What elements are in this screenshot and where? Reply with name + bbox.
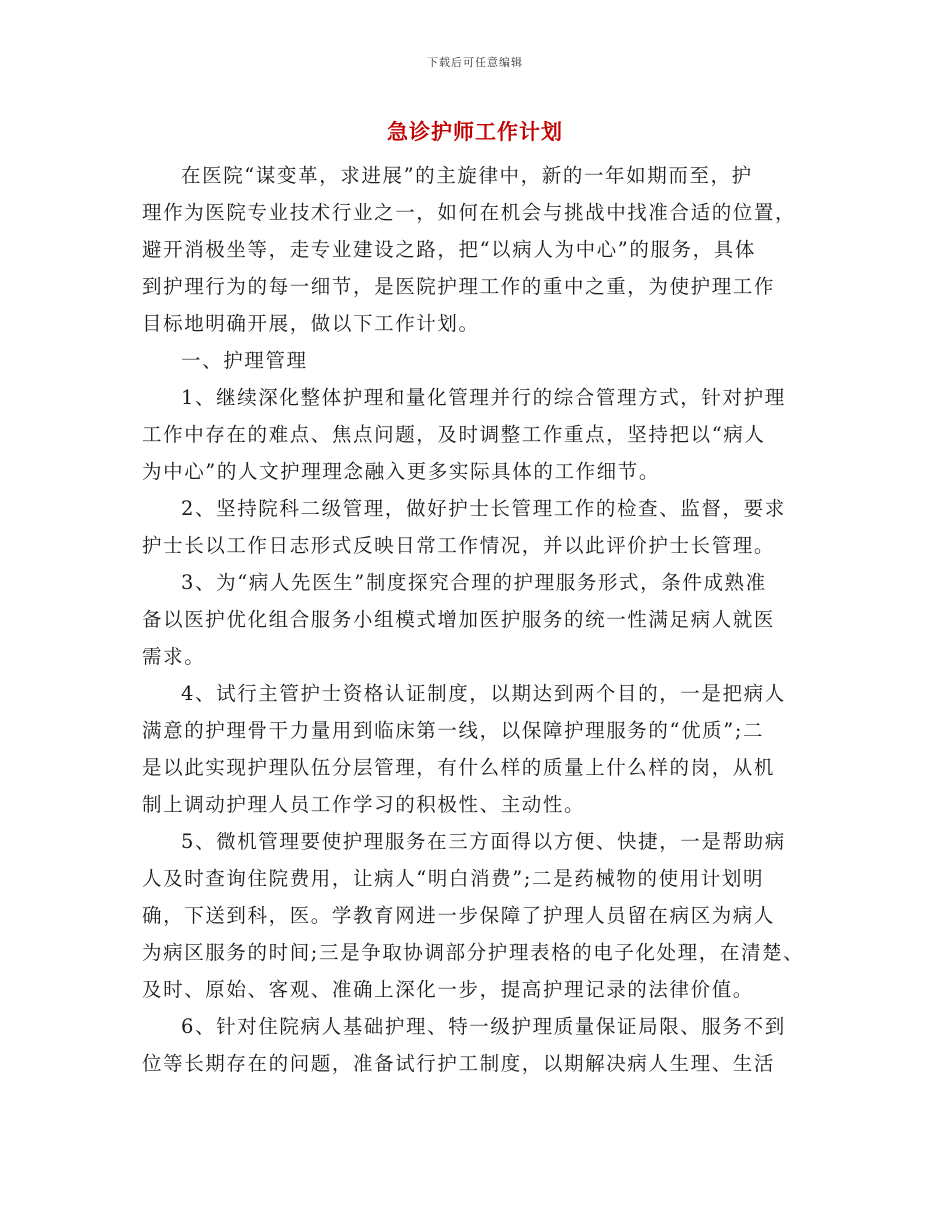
section-heading-nursing-management: 一、护理管理 <box>181 349 308 372</box>
document-body <box>142 157 810 1082</box>
header-note: 下载后可任意编辑 <box>427 56 523 69</box>
list-item-3: 3、为“病人先医生”制度探究合理的护理服务形式，条件成熟准 备以医护优化组合服务小组模式增加医护服务的统一性满足病人就医 需求。 <box>142 571 776 668</box>
document-title: 急诊护师工作计划 <box>387 119 563 144</box>
list-item-6: 6、针对住院病人基础护理、特一级护理质量保证局限、服务不到 位等长期存在的问题，准备试行护工制度，以期解决病人生理、生活 <box>142 1015 786 1075</box>
list-item-2: 2、坚持院科二级管理，做好护士长管理工作的检查、监督，要求 护士长以工作日志形式反映日常工作情况，并以此评价护士长管理。 <box>142 497 786 557</box>
list-item-5: 5、微机管理要使护理服务在三方面得以方便、快捷，一是帮助病 人及时查询住院费用，让病人“明白消费”;二是药械物的使用计划明 确，下送到科，医。学教育网进一步保障了护理人员留在病区为病人 为病区服务的时间;三是争取协调部分护理表格的电子化处理，在清楚、 及时、原始、客观、准确上深化一步，提高护理记录的法律价值。 <box>142 830 805 1001</box>
list-item-4: 4、试行主管护士资格认证制度，以期达到两个目的，一是把病人 满意的护理骨干力量用到临床第一线，以保障护理服务的“优质”;二 是以此实现护理队伍分层管理，有什么样的质量上什么样的岗，从机 制上调动护理人员工作学习的积极性、主动性。 <box>142 682 786 816</box>
intro-paragraph: 在医院“谋变革，求进展”的主旋律中，新的一年如期而至，护 理作为医院专业技术行业之一，如何在机会与挑战中找准合适的位置， 避开消极坐等，走专业建设之路，把“以病人为中心”的服务，具体 到护理行为的每一细节，是医院护理工作的重中之重，为使护理工作 目标地明确开展，做以下工作计划。 <box>142 164 797 335</box>
list-item-1: 1、继续深化整体护理和量化管理并行的综合管理方式，针对护理 工作中存在的难点、焦点问题，及时调整工作重点，坚持把以“病人 为中心”的人文护理理念融入更多实际具体的工作细节。 <box>142 386 786 483</box>
